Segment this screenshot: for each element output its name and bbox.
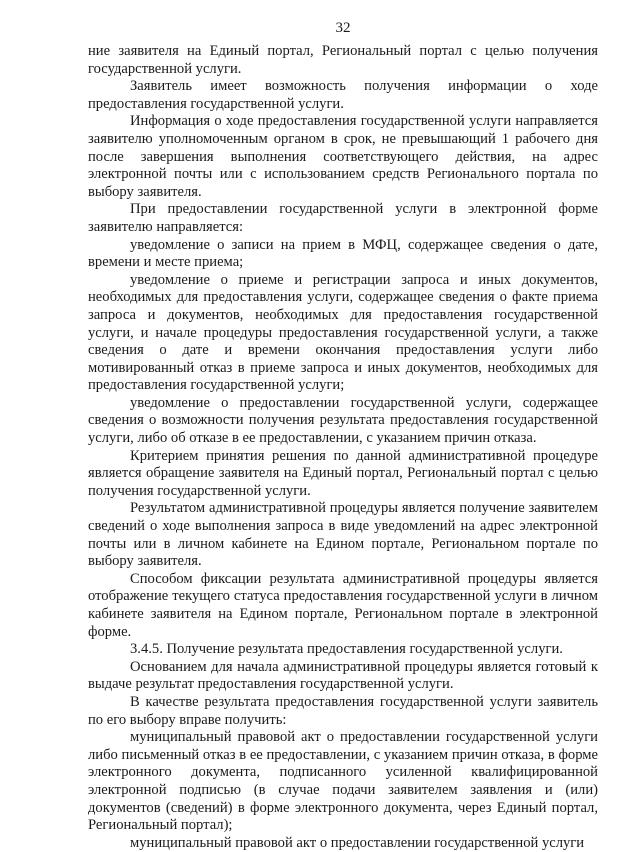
paragraph-basis: Основанием для начала административной процедуры является готовый к выдаче результат предоставления государственной услуги. bbox=[88, 658, 598, 693]
paragraph-result-choice: В качестве результата предоставления государственной услуги заявитель по его выбору вправе получить: bbox=[88, 693, 598, 728]
paragraph-3: Информация о ходе предоставления государственной услуги направляется заявителю уполномоченным органом в срок, не превышающий 1 рабочего дня после завершения выполнения соответствующего действия, на адрес электронной почты или с использованием средств Регионального портала по выбору заявителя. bbox=[88, 113, 598, 200]
list-item-notify-appointment: уведомление о записи на прием в МФЦ, содержащее сведения о дате, времени и месте приема; bbox=[88, 236, 598, 271]
paragraph-fixation: Способом фиксации результата административной процедуры является отображение текущего статуса предоставления государственной услуги в личном кабинете заявителя на Едином портале, Региональном портале в электронной форме. bbox=[88, 570, 598, 640]
list-item-notify-registration: уведомление о приеме и регистрации запроса и иных документов, необходимых для предоставления услуги, содержащее сведения о факте приема запроса и документов, необходимых для предоставления государственной услуги, и начале процедуры предоставления государственной услуги, а также сведения о дате и времени окончания предоставления услуги либо мотивированный отказ в приеме запроса и иных документов, необходимых для предоставления государственной услуги; bbox=[88, 271, 598, 394]
paragraph-4: При предоставлении государственной услуги в электронной форме заявителю направляется: bbox=[88, 201, 598, 235]
list-item-notify-result: уведомление о предоставлении государственной услуги, содержащее сведения о возможности получения результата предоставления государственной услуги, либо об отказе в ее предоставлении, с указанием причин отказа. bbox=[88, 394, 598, 447]
list-item-paper-act: муниципальный правовой акт о предоставлении государственной услуги bbox=[130, 834, 585, 851]
paragraph-criterion: Критерием принятия решения по данной административной процедуре является обращение заявителя на Единый портал, Региональный портал с целью получения государственной услуги. bbox=[88, 447, 598, 499]
page-number: 32 bbox=[335, 20, 351, 36]
paragraph-2: Заявитель имеет возможность получения информации о ходе предоставления государственной услуги. bbox=[88, 78, 598, 112]
paragraph-1: ние заявителя на Единый портал, Региональный портал с целью получения государственной услуги. bbox=[88, 43, 598, 77]
list-item-electronic-act: муниципальный правовой акт о предоставлении государственной услуги либо письменный отказ в ее предоставлении, с указанием причин отказа, в форме электронного документа, подписанного усиленной квалифицированной электронной подписью (в случае подачи заявителем заявления и (или) документов (сведений) в форме электронного документа, через Единый портал, Региональный портал); bbox=[88, 729, 598, 834]
paragraph-result: Результатом административной процедуры является получение заявителем сведений о ходе выполнения запроса в виде уведомлений на адрес электронной почты или в личном кабинете на Едином портале, Региональном портале по выбору заявителя. bbox=[88, 500, 598, 570]
section-heading-3-4-5: 3.4.5. Получение результата предоставления государственной услуги. bbox=[130, 641, 563, 658]
